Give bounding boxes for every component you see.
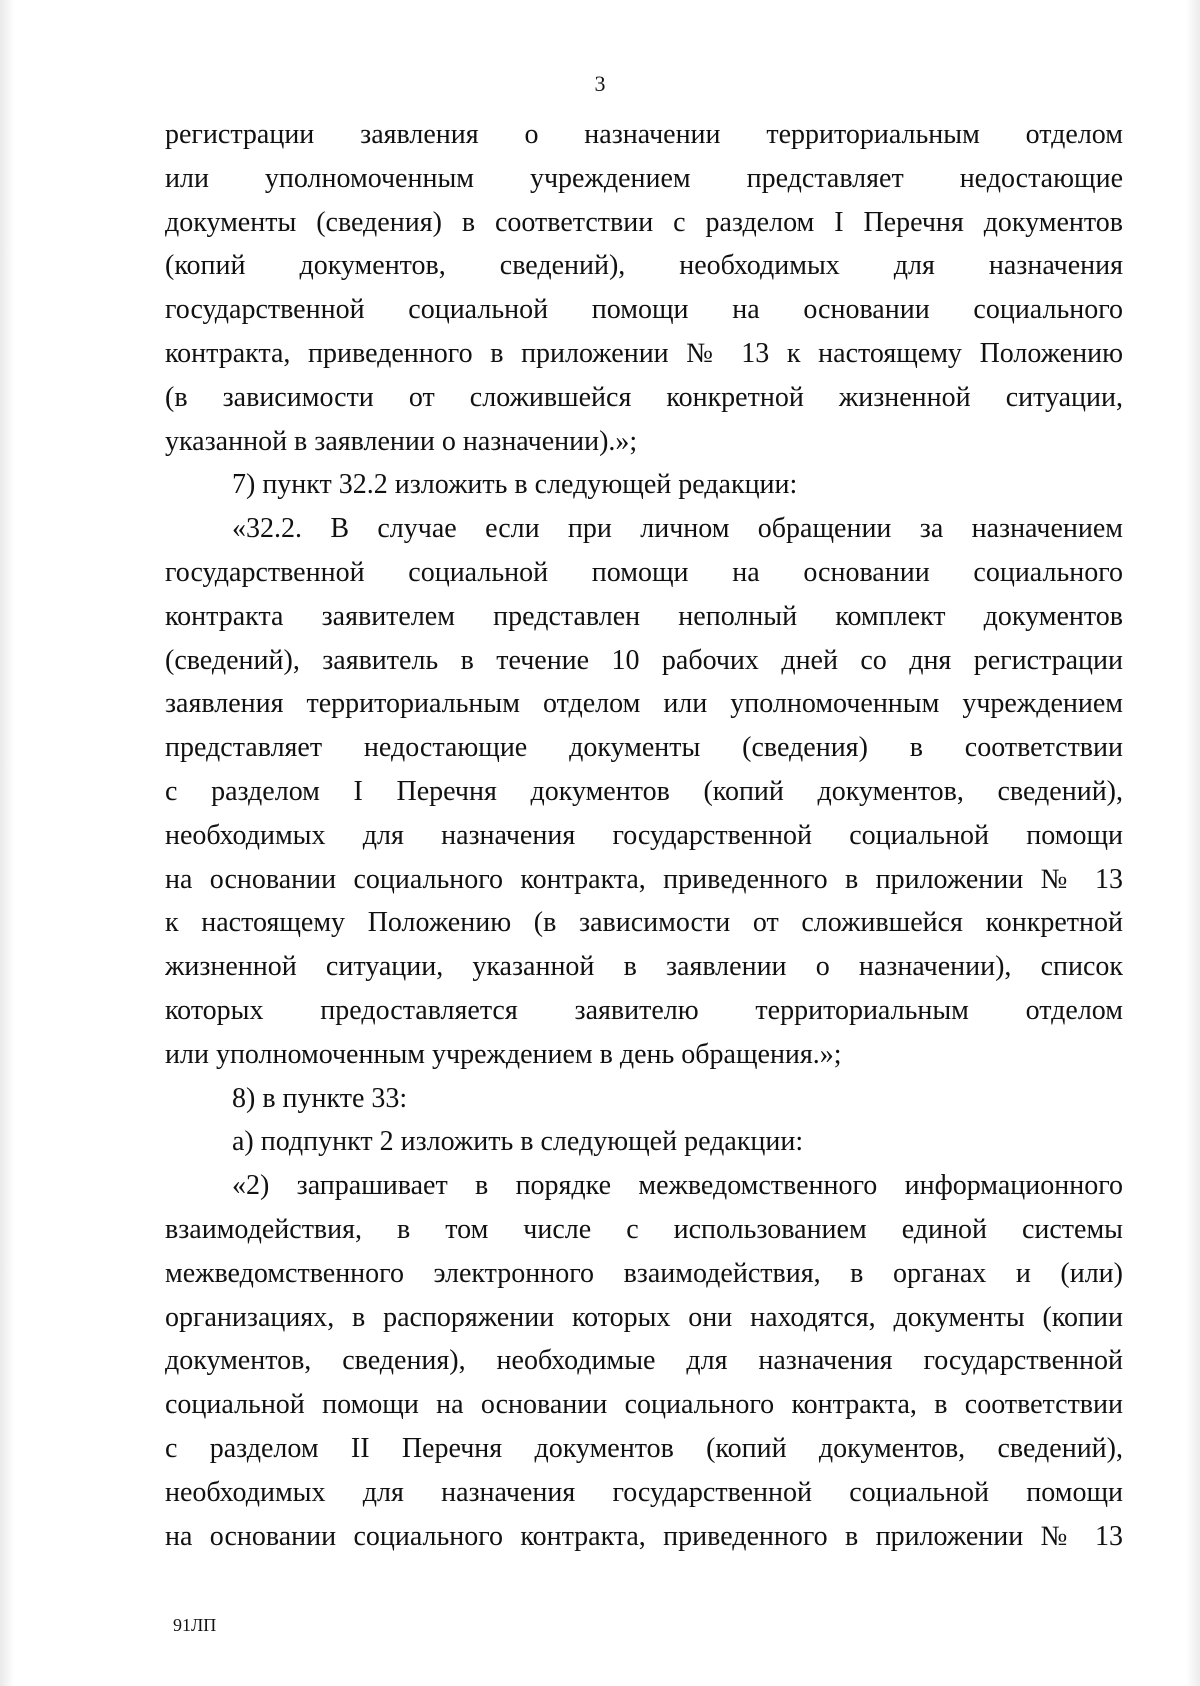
footer-document-code: 91ЛП <box>173 1615 217 1635</box>
text-line: «2) запрашивает в порядке межведомственного информационного <box>232 1170 1123 1202</box>
text-line: с разделом I Перечня документов (копий документов, сведений), <box>165 775 1123 807</box>
text-line: необходимых для назначения государственной социальной помощи <box>165 819 1123 851</box>
text-line: на основании социального контракта, приведенного в приложении № 13 <box>165 863 1123 895</box>
text-line: государственной социальной помощи на основании социального <box>165 556 1123 588</box>
text-line: документов, сведения), необходимые для назначения государственной <box>165 1345 1123 1377</box>
scan-edge-left <box>0 0 14 1686</box>
text-line: заявления территориальным отделом или уполномоченным учреждением <box>165 688 1123 720</box>
text-line: документы (сведения) в соответствии с разделом I Перечня документов <box>165 206 1123 238</box>
document-body <box>165 113 1123 1558</box>
text-line: (копий документов, сведений), необходимых для назначения <box>165 250 1123 282</box>
page-number: 3 <box>594 71 606 96</box>
text-line: указанной в заявлении о назначении).»; <box>165 425 638 457</box>
text-line: «32.2. В случае если при личном обращении за назначением <box>232 513 1123 545</box>
text-line: на основании социального контракта, приведенного в приложении № 13 <box>165 1520 1123 1552</box>
text-line: межведомственного электронного взаимодействия, в органах и (или) <box>165 1257 1123 1289</box>
text-line: (сведений), заявитель в течение 10 рабочих дней со дня регистрации <box>165 644 1123 676</box>
text-line: или уполномоченным учреждением представляет недостающие <box>165 162 1123 194</box>
text-line: или уполномоченным учреждением в день обращения.»; <box>165 1038 842 1070</box>
paragraph-heading: 8) в пункте 33: <box>232 1082 408 1114</box>
text-line: с разделом II Перечня документов (копий документов, сведений), <box>165 1432 1123 1464</box>
text-line: контракта, приведенного в приложении № 13 к настоящему Положению <box>165 337 1123 369</box>
text-line: которых предоставляется заявителю территориальным отделом <box>165 994 1123 1026</box>
text-line: контракта заявителем представлен неполный комплект документов <box>165 600 1123 632</box>
text-line: взаимодействия, в том числе с использованием единой системы <box>165 1213 1123 1245</box>
text-line: к настоящему Положению (в зависимости от сложившейся конкретной <box>165 907 1123 939</box>
text-line: необходимых для назначения государственной социальной помощи <box>165 1476 1123 1508</box>
text-line: регистрации заявления о назначении территориальным отделом <box>165 119 1123 150</box>
paragraph-heading: 7) пункт 32.2 изложить в следующей редакции: <box>232 469 798 501</box>
text-line: социальной помощи на основании социального контракта, в соответствии <box>165 1389 1123 1421</box>
text-line: представляет недостающие документы (сведения) в соответствии <box>165 732 1123 764</box>
text-line: (в зависимости от сложившейся конкретной жизненной ситуации, <box>165 381 1123 413</box>
scan-edge-right <box>1186 0 1200 1686</box>
paragraph-heading: а) подпункт 2 изложить в следующей редакции: <box>232 1126 804 1158</box>
text-line: государственной социальной помощи на основании социального <box>165 294 1123 326</box>
text-line: жизненной ситуации, указанной в заявлении о назначении), список <box>165 951 1123 983</box>
text-line: организациях, в распоряжении которых они находятся, документы (копии <box>165 1301 1123 1333</box>
